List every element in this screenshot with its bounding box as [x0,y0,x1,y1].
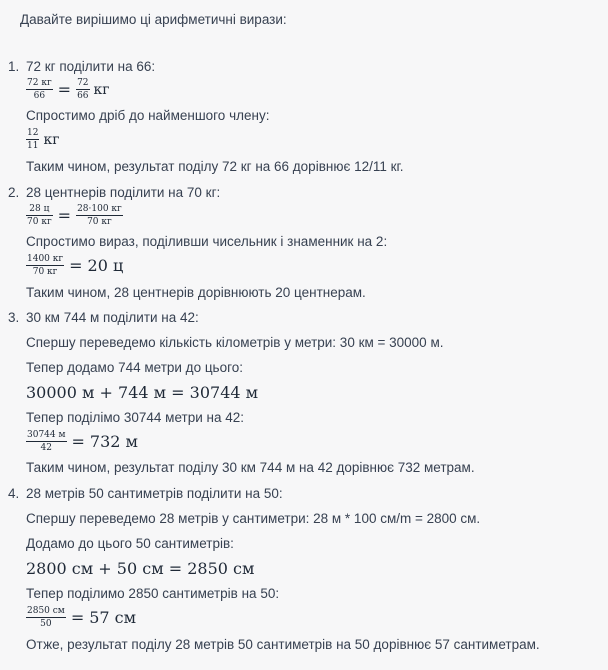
equation: 2800 см + 50 см = 2850 см [26,559,255,578]
equation-result: 57 см [89,608,137,627]
equation [26,606,141,629]
step-text: Спростимо дріб до найменшого члену: [26,108,270,123]
equation [26,78,110,101]
result-text: Таким чином, результат поділу 30 км 744 м на 42 дорівнює 732 метрам. [26,460,475,475]
fraction: $\frac{12}{11}$ [27,128,39,151]
step-text: Тепер поділимо 2850 сантиметрів на 50: [26,586,280,601]
unit: кг [93,81,110,98]
step-text: Тепер додамо 744 метри до цього: [26,360,243,375]
fraction: $\frac{30744 м}{42}$ [27,430,66,453]
unit: кг [43,131,60,148]
equals-sign: = [57,80,72,99]
step-text: Спростимо вираз, поділивши чисельник і знаменник на 2: [26,234,388,249]
result-text: Таким чином, результат поділу 72 кг на 66 дорівнює 12/11 кг. [26,159,404,174]
list-number: 1. [8,59,20,74]
list-number: 4. [8,486,20,501]
fraction: $\frac{72}{66}$ [77,78,89,101]
list-number: 2. [8,185,20,200]
result-text: Отже, результат поділу 28 метрів 50 сантиметрів на 50 дорівнює 57 сантиметрам. [26,637,540,652]
item-title: 30 км 744 м поділити на 42: [26,310,199,325]
equation [26,128,60,151]
list-number: 3. [8,310,20,325]
step-text: Спершу переведемо 28 метрів у сантиметри: 28 м * 100 см/m = 2800 см. [26,511,481,526]
fraction: $\frac{28\cdot 100 кг}{70 кг}$ [77,204,122,227]
equals-sign: = [69,256,83,275]
equation-result: 20 ц [87,256,124,275]
equation [26,254,128,277]
fraction: $\frac{28 ц}{70 кг}$ [27,204,52,227]
intro-text: Давайте вирішимо ці арифметичні вирази: [20,12,287,27]
step-text: Тепер поділімо 30744 метри на 42: [26,410,244,425]
equals-sign: = [57,206,72,225]
step-text: Спершу переведемо кількість кілометрів у метри: 30 км = 30000 м. [26,335,444,350]
fraction: $\frac{72 кг}{66}$ [27,78,52,101]
fraction: $\frac{2850 см}{50}$ [27,606,65,629]
equals-sign: = [70,608,85,627]
result-text: Таким чином, 28 центнерів дорівнюють 20 центнерам. [26,285,366,300]
equation-result: 732 м [89,432,138,451]
equals-sign: = [71,432,85,451]
item-title: 28 метрів 50 сантиметрів поділити на 50: [26,486,283,501]
step-text: Додамо до цього 50 сантиметрів: [26,536,234,551]
item-title: 28 центнерів поділити на 70 кг: [26,185,221,200]
equation: 30000 м + 744 м = 30744 м [26,383,259,402]
equation [26,204,123,227]
fraction: $\frac{1400 кг}{70 кг}$ [27,254,64,277]
equation [26,430,143,453]
item-title: 72 кг поділити на 66: [26,59,156,74]
